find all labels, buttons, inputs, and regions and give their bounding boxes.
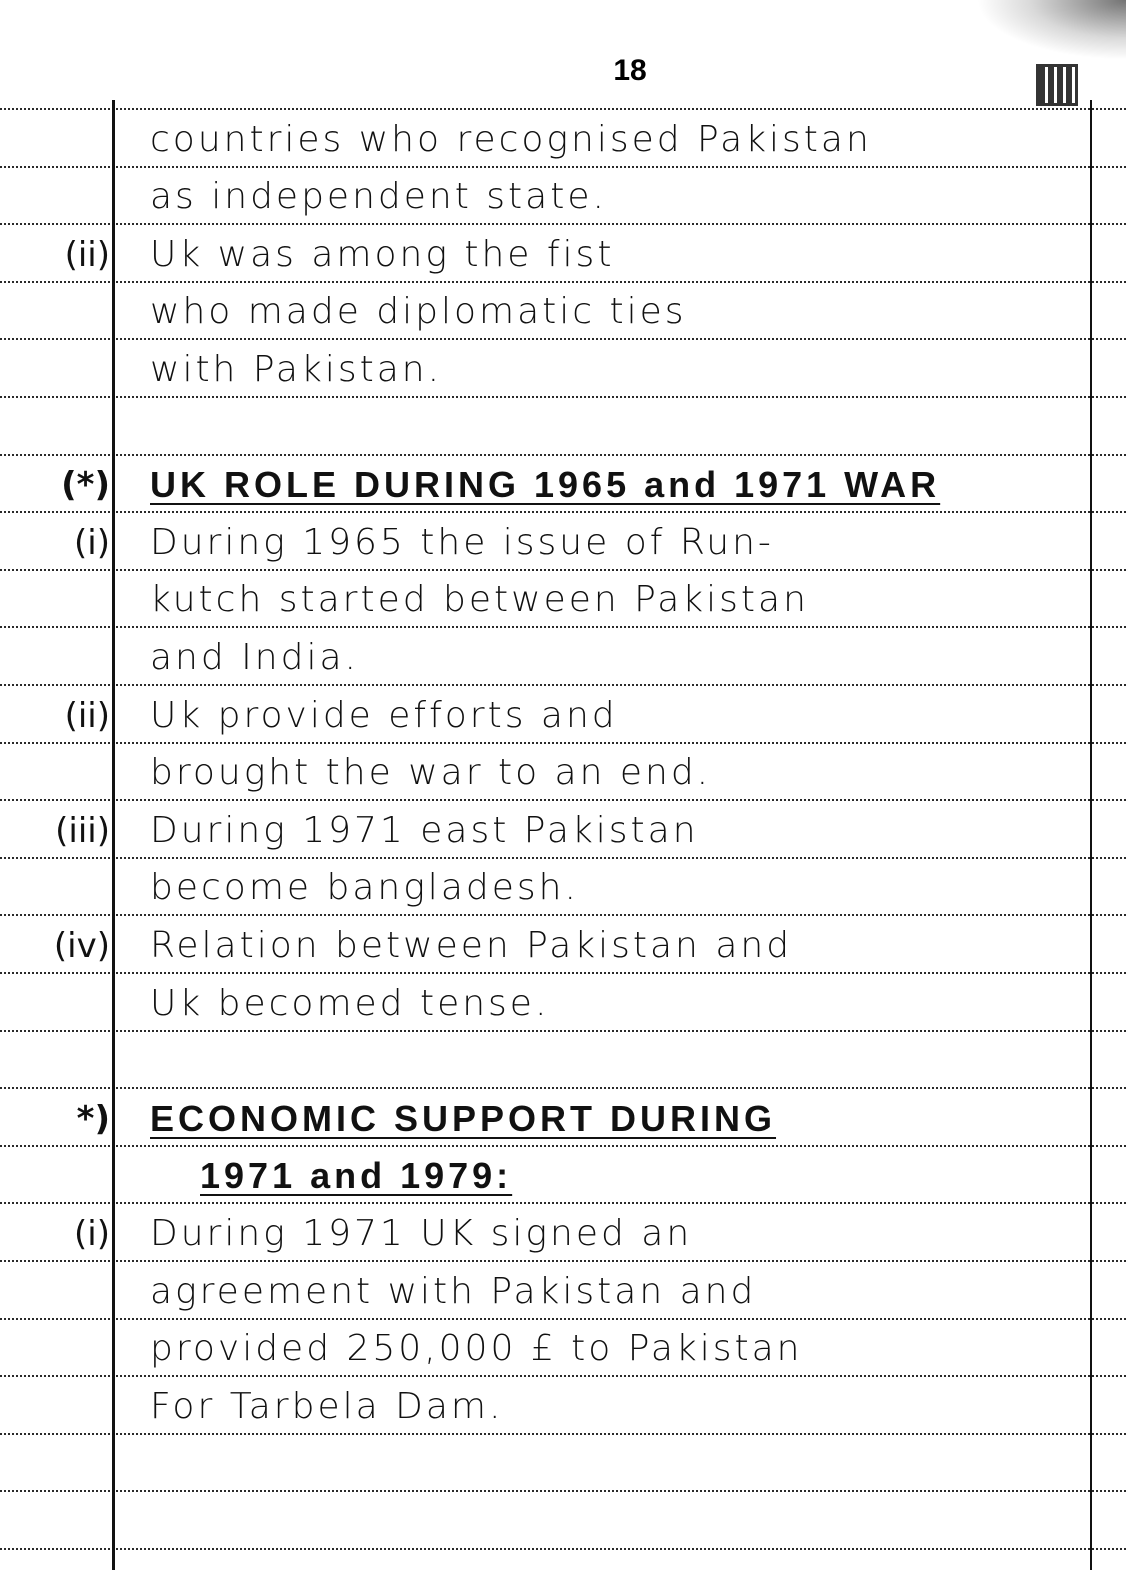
handwritten-line: Relation between Pakistan and (150, 925, 793, 966)
ruled-line (0, 626, 1126, 628)
ruled-line (0, 1548, 1126, 1550)
item-marker: (ii) (64, 235, 110, 275)
item-marker: (*) (61, 465, 110, 505)
ruled-line (0, 1087, 1126, 1089)
ruled-line (0, 742, 1126, 744)
ruled-line (0, 1145, 1126, 1147)
handwritten-line: provided 250,000 £ to Pakistan (150, 1328, 803, 1369)
section-heading: ECONOMIC SUPPORT DURING (150, 1098, 777, 1139)
ruled-line (0, 1490, 1126, 1492)
ruled-line (0, 511, 1126, 513)
handwritten-line: with Pakistan. (150, 349, 443, 390)
ruled-line (0, 454, 1126, 456)
ruled-line (0, 569, 1126, 571)
ruled-line (0, 857, 1126, 859)
handwritten-line: who made diplomatic ties (150, 291, 687, 332)
ruled-line (0, 223, 1126, 225)
handwritten-line: become bangladesh. (150, 867, 579, 908)
handwritten-line: countries who recognised Pakistan (150, 119, 872, 160)
ruled-line (0, 281, 1126, 283)
item-marker: (i) (74, 523, 110, 563)
right-margin-line (1090, 100, 1092, 1570)
ruled-line (0, 1433, 1126, 1435)
ruled-line (0, 108, 1126, 110)
page-number: 18 (613, 54, 647, 87)
ruled-line (0, 914, 1126, 916)
item-marker: (iv) (53, 926, 110, 966)
handwritten-line: as independent state. (150, 176, 607, 217)
ruled-line (0, 684, 1126, 686)
handwritten-line: During 1971 UK signed an (150, 1213, 693, 1254)
ruled-line (0, 1375, 1126, 1377)
ruled-line (0, 1260, 1126, 1262)
scan-shadow (976, 0, 1126, 60)
ruled-line (0, 799, 1126, 801)
qr-code-icon (1036, 64, 1078, 106)
item-marker: (iii) (55, 811, 110, 851)
handwritten-line: kutch started between Pakistan (150, 579, 809, 620)
ruled-line (0, 396, 1126, 398)
item-marker: (ii) (64, 696, 110, 736)
ruled-line (0, 972, 1126, 974)
handwritten-line: Uk becomed tense. (150, 983, 550, 1024)
handwritten-line: agreement with Pakistan and (150, 1271, 757, 1312)
section-heading: 1971 and 1979: (200, 1155, 513, 1196)
item-marker: *) (76, 1099, 110, 1139)
handwritten-line: Uk provide efforts and (150, 695, 618, 736)
ruled-line (0, 166, 1126, 168)
section-heading: UK ROLE DURING 1965 and 1971 WAR (150, 464, 941, 505)
ruled-line (0, 338, 1126, 340)
left-margin-line (112, 100, 115, 1570)
handwritten-line: For Tarbela Dam. (150, 1386, 504, 1427)
handwritten-line: During 1965 the issue of Run- (150, 522, 774, 563)
handwritten-line: During 1971 east Pakistan (150, 810, 699, 851)
handwritten-line: and India. (150, 637, 359, 678)
handwritten-line: brought the war to an end. (150, 752, 712, 793)
ruled-line (0, 1030, 1126, 1032)
ruled-line (0, 1202, 1126, 1204)
ruled-line (0, 1318, 1126, 1320)
item-marker: (i) (74, 1214, 110, 1254)
handwritten-line: Uk was among the fist (150, 234, 615, 275)
